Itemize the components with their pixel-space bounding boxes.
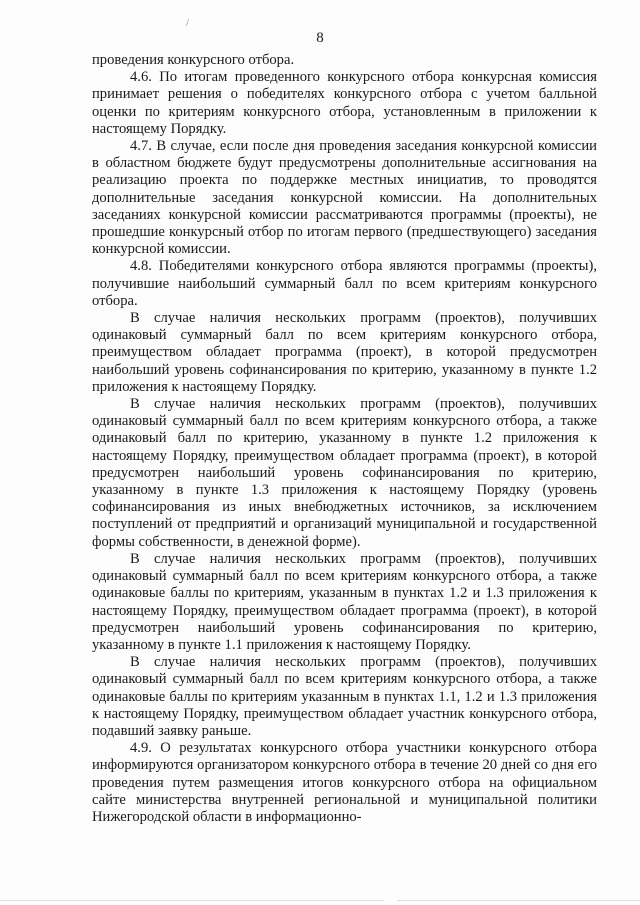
- paragraph-tiebreak-3: В случае наличия нескольких программ (проектов), получивших одинаковый суммарный балл по всем критериям конкурсного отбора, а также одинаковые баллы по критериям, указанным в пунктах 1.2 и 1.3 приложения к настоящему Порядку, преимуществом обладает программа (проект), в которой предусмотрен наибольший уровень софинансирования по критерию, указанному в пункте 1.1 приложения к настоящему Порядку.: [92, 550, 597, 653]
- paragraph-tiebreak-1: В случае наличия нескольких программ (проектов), получивших одинаковый суммарный балл по всем критериям конкурсного отбора, преимуществом обладает программа (проект), в которой предусмотрен наибольший уровень софинансирования по критерию, указанному в пункте 1.2 приложения к настоящему Порядку.: [92, 310, 597, 395]
- paragraph-tiebreak-4: В случае наличия нескольких программ (проектов), получивших одинаковый суммарный балл по всем критериям конкурсного отбора, а также одинаковые баллы по критериям указанным в пунктах 1.1, 1.2 и 1.3 приложения к настоящему Порядку, преимуществом обладает участник конкурсного отбора, подавший заявку раньше.: [92, 654, 597, 739]
- paragraph-continuation: проведения конкурсного отбора.: [92, 52, 295, 68]
- document-body: [92, 52, 597, 826]
- scan-mark-top: /: [186, 18, 189, 29]
- paragraph-tiebreak-2: В случае наличия нескольких программ (проектов), получивших одинаковый суммарный балл по всем критериям конкурсного отбора, а также одинаковый балл по критерию, указанному в пункте 1.2 приложения к настоящему Порядку, преимуществом обладает программа (проект), в которой предусмотрен наибольший уровень софинансирования по критерию, указанному в пункте 1.3 приложения к настоящему Порядку (уровень софинансирования из иных внебюджетных источников, за исключением поступлений от предприятий и организаций муниципальной и государственной формы собственности, в денежной форме).: [92, 396, 597, 550]
- paragraph-4-7: 4.7. В случае, если после дня проведения заседания конкурсной комиссии в областном бюджете будут предусмотрены дополнительные ассигнования на реализацию проекта по поддержке местных инициатив, то проводятся дополнительные заседания конкурсной комиссии. На дополнительных заседаниях конкурсной комиссии рассматриваются программы (проекты), не прошедшие конкурсный отбор по итогам первого (предшествующего) заседания конкурсной комиссии.: [92, 138, 597, 258]
- paragraph-4-8: 4.8. Победителями конкурсного отбора являются программы (проекты), получившие наибольший суммарный балл по всем критериям конкурсного отбора.: [92, 258, 597, 309]
- paragraph-4-9: 4.9. О результатах конкурсного отбора участники конкурсного отбора информируются организатором конкурсного отбора в течение 20 дней со дня его проведения путем размещения итогов конкурсного отбора на официальном сайте министерства внутренней региональной и муниципальной политики Нижегородской области в информационно-: [92, 740, 597, 825]
- page-bottom-edge: [0, 900, 640, 901]
- page-number: 8: [316, 30, 324, 46]
- paragraph-4-6: 4.6. По итогам проведенного конкурсного отбора конкурсная комиссия принимает решения о победителях конкурсного отбора с учетом балльной оценки по критериям конкурсного отбора, установленным в приложении к настоящему Порядку.: [92, 69, 597, 137]
